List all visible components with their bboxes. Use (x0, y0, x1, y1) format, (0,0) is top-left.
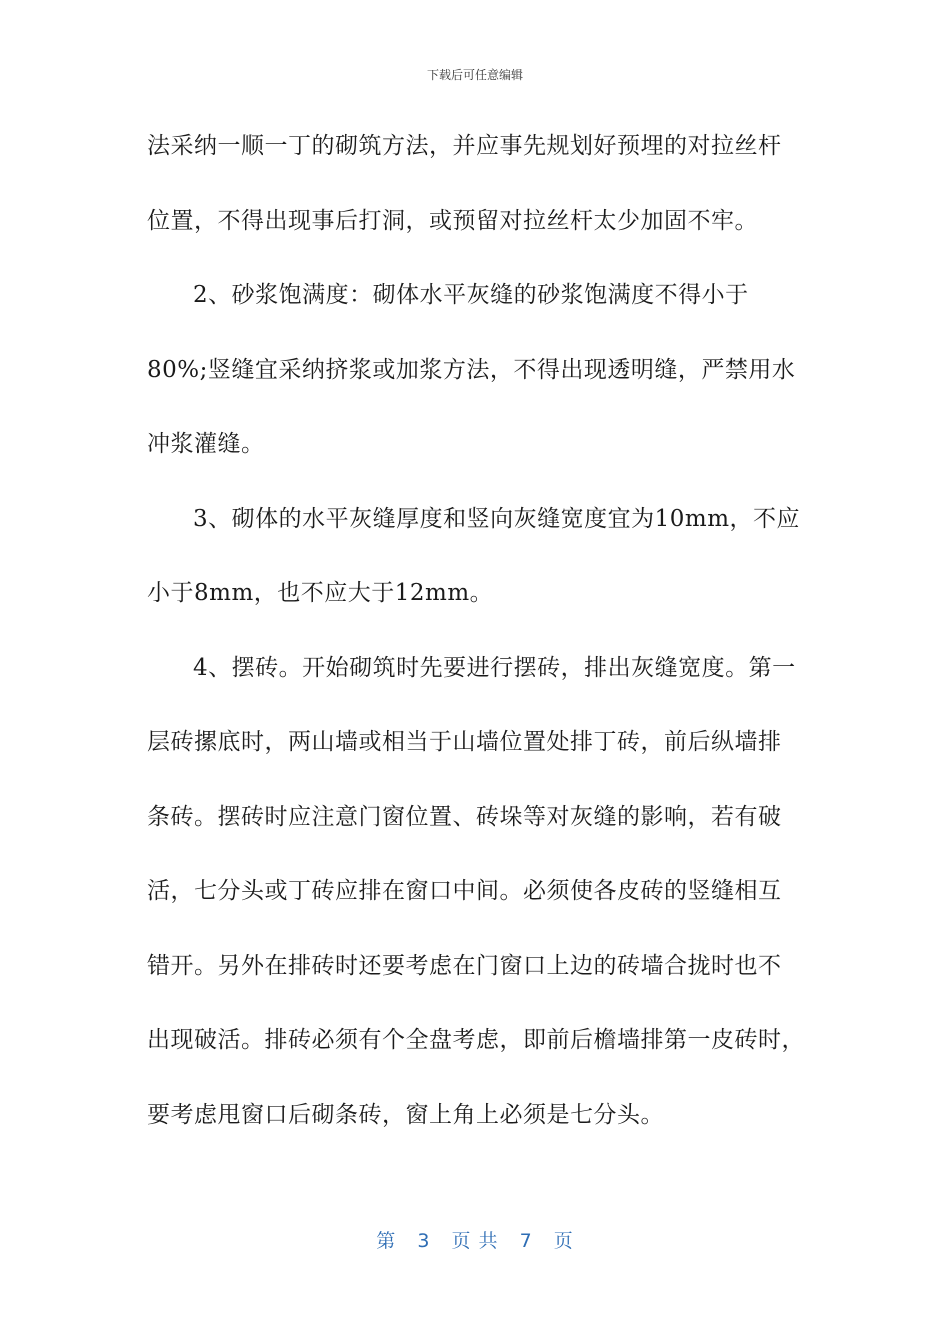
text-line-10: 条砖。摆砖时应注意门窗位置、砖垛等对灰缝的影响，若有破 (147, 803, 782, 830)
page-header: 下载后可任意编辑 (426, 68, 523, 82)
text-line-11: 活，七分头或丁砖应排在窗口中间。必须使各皮砖的竖缝相互 (147, 878, 782, 904)
text-line-13: 出现破活。排砖必须有个全盘考虑，即前后檐墙排第一皮砖时， (147, 1027, 805, 1053)
footer-label-page: 第 (376, 1230, 397, 1252)
text-line-5: 冲浆灌缝。 (147, 431, 265, 457)
text-line-7: 小于8mm，也不应大于12mm。 (147, 580, 494, 606)
text-line-9: 层砖摞底时，两山墙或相当于山墙位置处排丁砖，前后纵墙排 (147, 729, 782, 755)
current-page-number: 3 (417, 1230, 431, 1252)
text-line-12: 错开。另外在排砖时还要考虑在门窗口上边的砖墙合拢时也不 (147, 952, 782, 979)
total-page-count: 7 (519, 1230, 533, 1252)
paragraph-3-start: 3、砌体的水平灰缝厚度和竖向灰缝宽度宜为10mm，不应 (193, 505, 801, 532)
text-line-14: 要考虑甩窗口后砌条砖，窗上角上必须是七分头。 (147, 1101, 664, 1128)
document-body (147, 120, 807, 1163)
footer-label-total: 页 共 (451, 1230, 499, 1252)
text-line-4: 80%;竖缝宜采纳挤浆或加浆方法，不得出现透明缝，严禁用水 (147, 356, 796, 383)
text-line-2: 位置，不得出现事后打洞，或预留对拉丝杆太少加固不牢。 (147, 207, 758, 234)
page-footer (0, 1226, 950, 1253)
footer-label-end: 页 (553, 1230, 574, 1252)
text-line-1: 法采纳一顺一丁的砌筑方法，并应事先规划好预埋的对拉丝杆 (147, 133, 782, 159)
paragraph-2-start: 2、砂浆饱满度：砌体水平灰缝的砂浆饱满度不得小于 (193, 282, 749, 308)
paragraph-4-start: 4、摆砖。开始砌筑时先要进行摆砖，排出灰缝宽度。第一 (193, 654, 796, 681)
